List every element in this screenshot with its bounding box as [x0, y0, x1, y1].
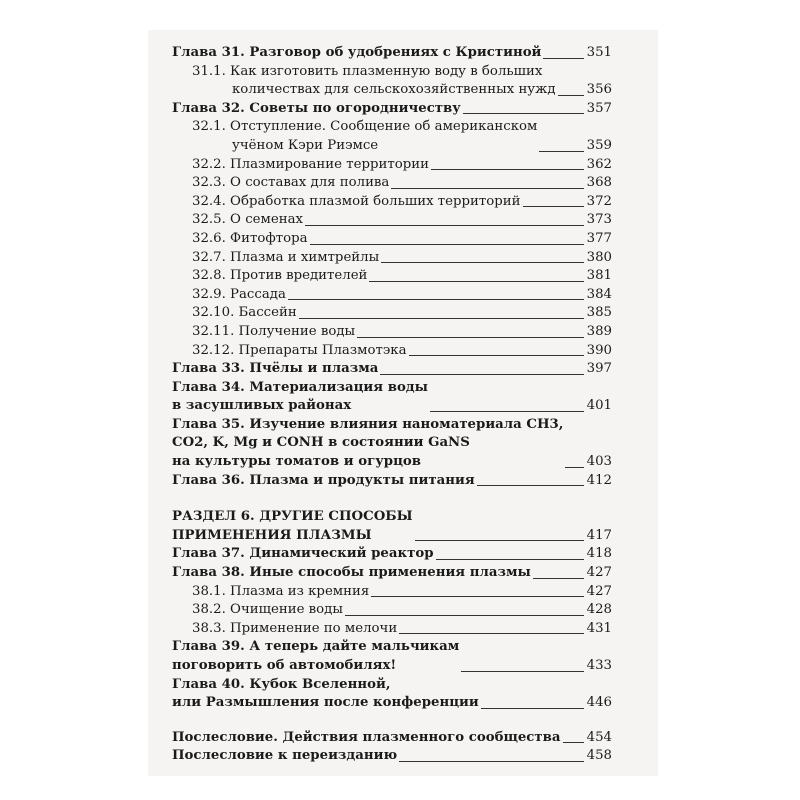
toc-entry-32-5 — [172, 211, 612, 230]
toc-entry-ch36 — [172, 472, 612, 491]
toc-entry-32-10 — [172, 304, 612, 323]
toc-entry-38-3 — [172, 620, 612, 639]
toc-entry-title: 32.7. Плазма и химтрейлы — [192, 249, 380, 265]
toc-entry-title: Глава 38. Иные способы применения плазмы — [172, 565, 531, 581]
toc-entry-32-12 — [172, 342, 612, 361]
toc-entry-title-cont: учёном Кэри Риэмсе — [232, 137, 379, 153]
toc-entry-page: 401 — [586, 398, 612, 414]
toc-entry-title: РАЗДЕЛ 6. ДРУГИЕ СПОСОБЫ — [172, 509, 413, 525]
toc-entry-page: 381 — [586, 268, 612, 284]
toc-entry-page: 427 — [586, 583, 612, 599]
table-of-contents — [172, 44, 612, 766]
toc-entry-title: 32.4. Обработка плазмой больших территорий — [192, 193, 521, 209]
toc-entry-title: 32.9. Рассада — [192, 286, 286, 302]
toc-entry-title: Глава 31. Разговор об удобрениях с Кристиной — [172, 45, 542, 60]
toc-entry-title: 32.10. Бассейн — [192, 305, 297, 321]
toc-entry-page: 412 — [586, 472, 612, 488]
toc-entry-title-cont: на культуры томатов и огурцов — [172, 454, 421, 470]
toc-entry-title: 32.3. О составах для полива — [192, 175, 390, 191]
toc-entry-page: 351 — [586, 45, 612, 60]
toc-entry-title-cont: в засушливых районах — [172, 398, 352, 414]
toc-entry-title: Глава 36. Плазма и продукты питания — [172, 472, 475, 488]
toc-entry-ch38 — [172, 564, 612, 583]
toc-entry-32-9 — [172, 286, 612, 305]
toc-entry-ch37 — [172, 545, 612, 564]
toc-entry-page: 428 — [586, 602, 612, 618]
toc-entry-title: 31.1. Как изготовить плазменную воду в больших — [192, 63, 543, 79]
toc-entry-title: Глава 39. А теперь дайте мальчикам — [172, 639, 460, 655]
toc-entry-title: Глава 40. Кубок Вселенной, — [172, 676, 391, 692]
toc-entry-page: 368 — [586, 175, 612, 191]
toc-entry-page: 417 — [586, 527, 612, 543]
toc-entry-32-4 — [172, 193, 612, 212]
toc-entry-page: 433 — [586, 658, 612, 673]
toc-entry-title: 38.2. Очищение воды — [192, 602, 343, 618]
toc-entry-title: 38.1. Плазма из кремния — [192, 583, 370, 599]
toc-entry-title: 38.3. Применение по мелочи — [192, 620, 398, 636]
toc-entry-page: 389 — [586, 323, 612, 339]
toc-entry-title: Глава 33. Пчёлы и плазма — [172, 361, 379, 377]
toc-entry-afterword — [172, 729, 612, 748]
toc-entry-page: 356 — [586, 82, 612, 98]
toc-entry-title: 32.6. Фитофтора — [192, 230, 308, 246]
toc-entry-title: Глава 35. Изучение влияния наноматериала CH3, — [172, 416, 564, 432]
toc-entry-32-3 — [172, 174, 612, 193]
toc-entry-page: 384 — [586, 286, 612, 302]
toc-entry-page: 380 — [586, 249, 612, 265]
toc-entry-32-1 — [172, 118, 612, 155]
toc-entry-32-2 — [172, 156, 612, 175]
toc-entry-page: 390 — [586, 342, 612, 358]
toc-entry-page: 373 — [586, 212, 612, 228]
toc-entry-page: 362 — [586, 156, 612, 172]
toc-entry-title: Глава 32. Советы по огородничеству — [172, 100, 461, 116]
toc-entry-ch33 — [172, 360, 612, 379]
toc-entry-title: 32.2. Плазмирование территории — [192, 156, 429, 172]
toc-entry-page: 372 — [586, 193, 612, 209]
toc-entry-page: 446 — [586, 695, 612, 711]
toc-entry-title: Послесловие. Действия плазменного сообщества — [172, 729, 561, 745]
toc-entry-page: 454 — [586, 729, 612, 745]
toc-entry-32-6 — [172, 230, 612, 249]
toc-entry-page: 403 — [586, 454, 612, 470]
toc-entry-31-1 — [172, 63, 612, 100]
toc-entry-title: Послесловие к переизданию — [172, 748, 398, 764]
toc-entry-32-11 — [172, 323, 612, 342]
toc-entry-38-2 — [172, 601, 612, 620]
toc-entry-section6 — [172, 508, 612, 545]
toc-entry-38-1 — [172, 583, 612, 602]
toc-entry-ch39 — [172, 638, 612, 675]
toc-entry-page: 418 — [586, 546, 612, 562]
toc-entry-page: 397 — [586, 361, 612, 377]
toc-entry-title-cont: CO2, K, Mg и CONH в состоянии GaNS — [172, 435, 470, 451]
toc-entry-title: 32.5. О семенах — [192, 212, 304, 228]
toc-entry-page: 431 — [586, 620, 612, 636]
toc-entry-title: 32.12. Препараты Плазмотэка — [192, 342, 407, 358]
toc-entry-title-cont: ПРИМЕНЕНИЯ ПЛАЗМЫ — [172, 527, 372, 543]
toc-entry-page: 359 — [586, 137, 612, 153]
toc-entry-32-7 — [172, 249, 612, 268]
toc-entry-ch32 — [172, 100, 612, 119]
toc-entry-title: Глава 37. Динамический реактор — [172, 546, 434, 562]
toc-entry-title-cont: или Размышления после конференции — [172, 695, 479, 711]
toc-entry-page: 377 — [586, 230, 612, 246]
toc-entry-title: 32.8. Против вредителей — [192, 268, 368, 284]
toc-entry-page: 357 — [586, 100, 612, 116]
toc-entry-32-8 — [172, 267, 612, 286]
toc-entry-afterword-reissue — [172, 747, 612, 766]
toc-entry-page: 427 — [586, 565, 612, 581]
toc-entry-ch34 — [172, 379, 612, 416]
toc-entry-ch40 — [172, 676, 612, 713]
toc-entry-page: 385 — [586, 305, 612, 321]
toc-entry-ch35 — [172, 416, 612, 472]
toc-entry-title-cont: поговорить об автомобилях! — [172, 658, 397, 673]
toc-entry-ch31 — [172, 44, 612, 63]
toc-entry-page: 458 — [586, 748, 612, 764]
toc-entry-title: 32.1. Отступление. Сообщение об американском — [192, 119, 538, 135]
toc-entry-title: Глава 34. Материализация воды — [172, 379, 429, 395]
toc-entry-title-cont: количествах для сельскохозяйственных нужд — [232, 82, 556, 98]
toc-entry-title: 32.11. Получение воды — [192, 323, 356, 339]
